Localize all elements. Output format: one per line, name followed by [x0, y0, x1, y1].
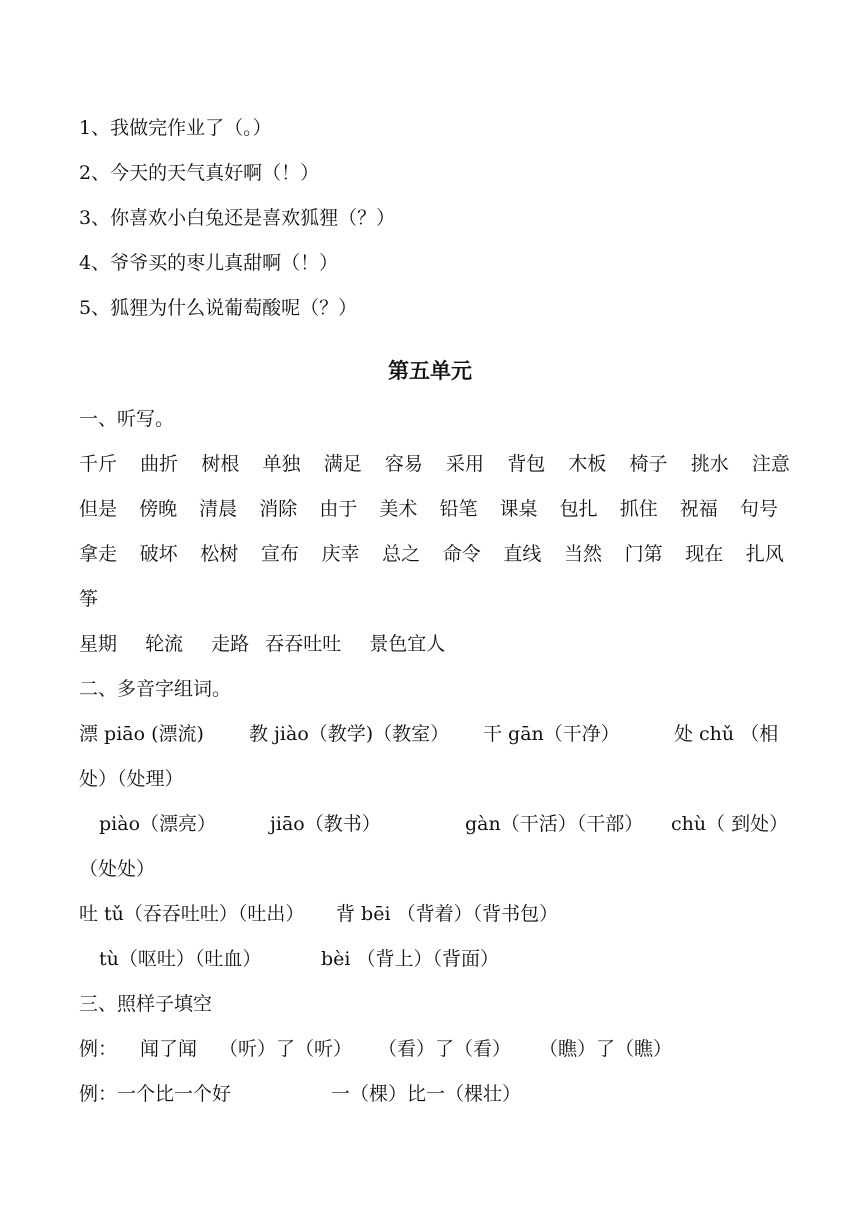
example-item: （瞧）了（瞧）: [539, 1038, 673, 1060]
polyphone-line-3: [79, 899, 790, 929]
polyphone-item: 背 bēi （背着）（背书包）: [336, 903, 559, 925]
word: 轮流: [145, 633, 184, 655]
word: 景色宜人: [369, 633, 446, 655]
example-line-1: [79, 1034, 790, 1064]
word: 铅笔: [439, 498, 478, 520]
polyphone-item: chù（ 到处）: [671, 813, 789, 835]
polyphone-line-1-wrap: 处）（处理）: [79, 768, 184, 790]
polyphone-item: gàn（干活）（干部）: [465, 813, 644, 835]
polyphone-item: 处 chǔ （相: [674, 723, 779, 745]
word: 傍晚: [139, 498, 178, 520]
word: 消除: [259, 498, 298, 520]
word: 满足: [323, 453, 362, 475]
section3-heading: 三、照样子填空: [79, 993, 213, 1015]
polyphone-line-2: [79, 809, 790, 839]
word: 背包: [507, 453, 546, 475]
word: 但是: [79, 498, 118, 520]
word: 包扎: [559, 498, 598, 520]
word: 清晨: [199, 498, 238, 520]
example-item: （听）了（听）: [219, 1038, 353, 1060]
word: 命令: [442, 543, 481, 565]
polyphone-item: 干 gān（干净）: [483, 723, 620, 745]
sentence-4: 4、爷爷买的枣儿真甜啊（！）: [79, 252, 339, 274]
sentence-5: 5、狐狸为什么说葡萄酸呢（？）: [79, 297, 358, 319]
word: 现在: [685, 543, 724, 565]
dictation-row-3-wrap: 筝: [79, 588, 99, 610]
word: 椅子: [629, 453, 668, 475]
sentence-3: 3、你喜欢小白兔还是喜欢狐狸（？）: [79, 207, 396, 229]
word: 直线: [503, 543, 542, 565]
example-item: （看）了（看）: [378, 1038, 512, 1060]
dictation-row-4: [79, 629, 790, 659]
polyphone-item: tù（呕吐）（吐血）: [99, 948, 262, 970]
polyphone-item: bèi （背上）（背面）: [321, 948, 500, 970]
dictation-row-1: [79, 449, 790, 479]
word: 星期: [79, 633, 118, 655]
unit-title: 第五单元: [388, 359, 472, 383]
word: 当然: [564, 543, 603, 565]
word: 总之: [382, 543, 421, 565]
word: 木板: [568, 453, 607, 475]
word: 抓住: [619, 498, 658, 520]
section2-heading: 二、多音字组词。: [79, 678, 232, 700]
word: 挑水: [690, 453, 729, 475]
polyphone-line-1: [79, 719, 790, 749]
polyphone-item: jiāo（教书）: [270, 813, 381, 835]
polyphone-item: 漂 piāo (漂流): [79, 723, 204, 745]
polyphone-item: piào（漂亮）: [99, 813, 217, 835]
example-item: 闻了闻: [140, 1038, 198, 1060]
word: 容易: [384, 453, 423, 475]
dictation-row-3: [79, 539, 784, 569]
word: 吞吞吐吐: [265, 633, 342, 655]
polyphone-line-2-wrap: （处处）: [79, 858, 156, 880]
word: 宣布: [260, 543, 299, 565]
word: 由于: [319, 498, 358, 520]
word: 注意: [751, 453, 790, 475]
sentence-1: 1、我做完作业了（。）: [79, 117, 272, 139]
example-item: 例：一个比一个好: [79, 1083, 232, 1105]
word: 千斤: [79, 453, 118, 475]
word: 单独: [262, 453, 301, 475]
word: 门第: [624, 543, 663, 565]
word: 走路: [211, 633, 250, 655]
word: 美术: [379, 498, 418, 520]
example-label: 例：: [79, 1038, 118, 1060]
sentence-2: 2、今天的天气真好啊（！）: [79, 162, 320, 184]
word: 祝福: [679, 498, 718, 520]
word: 破坏: [139, 543, 178, 565]
word: 采用: [446, 453, 485, 475]
dictation-row-2: [79, 494, 778, 524]
word: 树根: [201, 453, 240, 475]
word: 拿走: [79, 543, 118, 565]
word: 庆幸: [321, 543, 360, 565]
word: 曲折: [140, 453, 179, 475]
polyphone-item: 教 jiào（教学)（教室）: [249, 723, 450, 745]
word: 扎风: [745, 543, 784, 565]
word: 课桌: [499, 498, 538, 520]
polyphone-item: 吐 tǔ（吞吞吐吐）（吐出）: [79, 903, 305, 925]
example-line-2: [79, 1079, 790, 1109]
polyphone-line-4: [79, 944, 790, 974]
word: 松树: [200, 543, 239, 565]
example-item: 一（棵）比一（棵壮）: [331, 1083, 522, 1105]
section1-heading: 一、听写。: [79, 408, 175, 430]
word: 句号: [739, 498, 778, 520]
